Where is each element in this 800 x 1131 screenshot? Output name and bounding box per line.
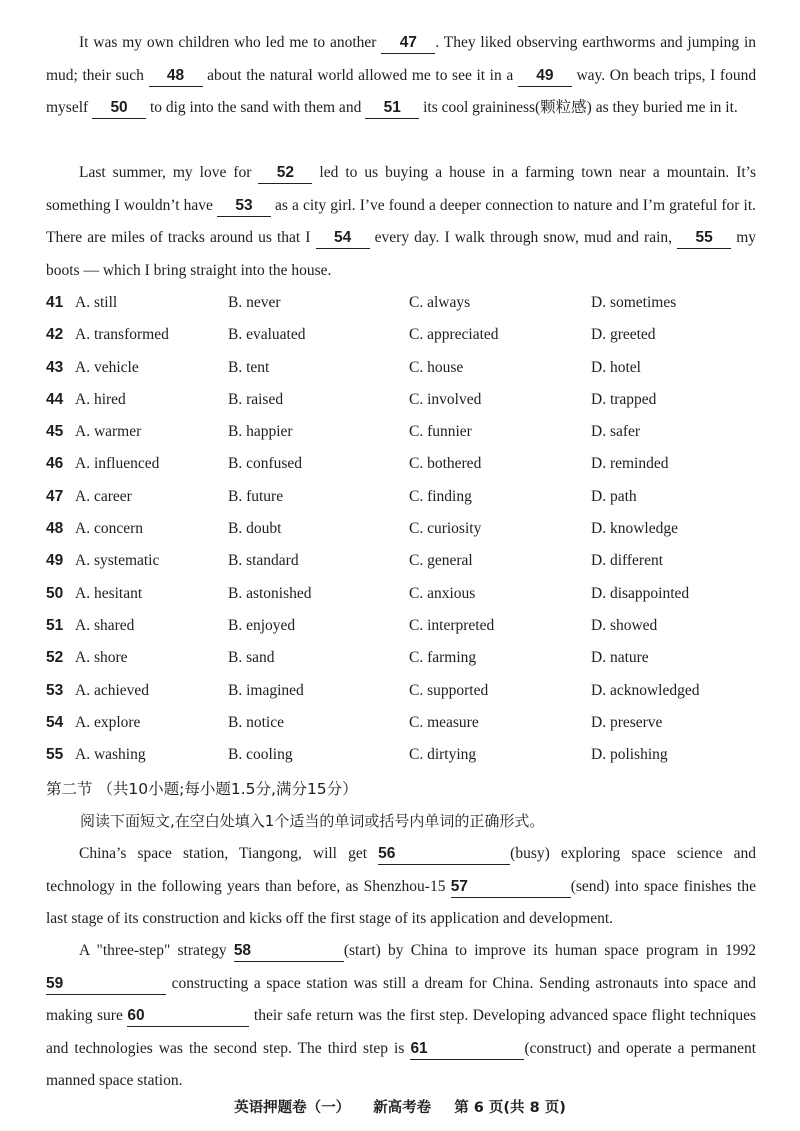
option-d[interactable]: D. path — [591, 487, 637, 505]
option-c[interactable]: C. finding — [409, 487, 472, 505]
passage-text: way. On beach trips, I found myself — [46, 66, 757, 116]
question-row — [46, 642, 766, 674]
question-number: 49 — [46, 552, 64, 570]
option-c[interactable]: C. general — [409, 552, 473, 570]
option-b[interactable]: B. standard — [228, 552, 299, 570]
option-c[interactable]: C. bothered — [409, 455, 482, 473]
option-d[interactable]: D. different — [591, 552, 664, 570]
page-number: 第 6 页(共 8 页) — [454, 1100, 566, 1116]
question-number: 50 — [46, 584, 64, 602]
option-d[interactable]: D. reminded — [591, 455, 669, 473]
option-d[interactable]: D. sometimes — [591, 294, 677, 311]
passage-paragraph-1 — [46, 27, 756, 125]
question-row — [46, 513, 766, 545]
option-c[interactable]: C. involved — [409, 390, 482, 408]
option-d[interactable]: D. polishing — [591, 746, 668, 764]
blank-61[interactable]: 61 — [410, 1039, 524, 1060]
blank-48[interactable]: 48 — [149, 66, 203, 87]
passage-text: (send) into space finishes the last stage of its construction and kicks off the first stage of its application and development. — [46, 877, 756, 927]
option-b[interactable]: B. sand — [228, 649, 275, 667]
question-row — [46, 352, 766, 384]
option-b[interactable]: B. astonished — [228, 584, 312, 602]
option-b[interactable]: B. happier — [228, 423, 293, 441]
passage-text: about the natural world allowed me to see it in a — [207, 66, 514, 84]
passage-text: constructing a space station was still a dream for China. Sending astronauts into space and making sure — [46, 974, 757, 1024]
option-c[interactable]: C. anxious — [409, 584, 476, 602]
option-a[interactable]: A. achieved — [75, 681, 150, 699]
option-d[interactable]: D. greeted — [591, 326, 656, 344]
option-d[interactable]: D. preserve — [591, 713, 663, 731]
blank-57[interactable]: 57 — [451, 877, 571, 898]
option-a[interactable]: A. concern — [75, 520, 143, 538]
blank-53[interactable]: 53 — [217, 196, 271, 217]
passage-text: A "three-step" strategy — [79, 942, 227, 959]
option-d[interactable]: D. nature — [591, 649, 649, 667]
page-footer — [0, 1096, 800, 1120]
passage-paragraph-2 — [46, 157, 756, 287]
question-number: 52 — [46, 649, 64, 667]
option-d[interactable]: D. showed — [591, 616, 658, 634]
blank-47[interactable]: 47 — [381, 33, 435, 54]
option-d[interactable]: D. disappointed — [591, 584, 690, 602]
option-c[interactable]: C. supported — [409, 681, 489, 699]
question-number: 42 — [46, 326, 64, 344]
blank-49[interactable]: 49 — [518, 66, 572, 87]
exam-title: 英语押题卷（一） — [234, 1100, 351, 1116]
option-b[interactable]: B. notice — [228, 713, 284, 731]
option-b[interactable]: B. confused — [228, 455, 303, 473]
question-row — [46, 675, 766, 707]
option-a[interactable]: A. transformed — [75, 326, 169, 344]
option-d[interactable]: D. acknowledged — [591, 681, 700, 699]
passage-text: (start) by China to improve its human space program in 1992 — [343, 942, 757, 959]
option-a[interactable]: A. hesitant — [75, 584, 143, 602]
passage-text: its cool graininess(颗粒感) as they buried me in it. — [423, 99, 738, 116]
question-number: 43 — [46, 358, 64, 376]
option-a[interactable]: A. shore — [75, 649, 128, 667]
blank-60[interactable]: 60 — [127, 1006, 249, 1027]
option-b[interactable]: B. evaluated — [228, 326, 306, 344]
option-a[interactable]: A. warmer — [75, 423, 142, 441]
question-row — [46, 287, 766, 319]
passage-text: my boots — which I bring straight into the house. — [46, 229, 757, 279]
question-number: 41 — [46, 294, 64, 311]
option-a[interactable]: A. hired — [75, 390, 126, 408]
option-b[interactable]: B. cooling — [228, 746, 293, 764]
option-b[interactable]: B. never — [228, 294, 281, 311]
blank-56[interactable]: 56 — [378, 844, 510, 865]
passage-text: every day. I walk through snow, mud and rain, — [374, 229, 673, 246]
question-row — [46, 610, 766, 642]
option-c[interactable]: C. always — [409, 294, 471, 311]
options-list — [46, 287, 766, 771]
question-row — [46, 545, 766, 577]
option-c[interactable]: C. farming — [409, 649, 477, 667]
question-row — [46, 578, 766, 610]
option-d[interactable]: D. knowledge — [591, 520, 678, 538]
option-d[interactable]: D. hotel — [591, 358, 641, 376]
option-a[interactable]: A. career — [75, 487, 132, 505]
blank-58[interactable]: 58 — [234, 941, 344, 962]
passage-text: their safe return was the first step. Developing advanced space flight techniques and technologies was the second step. The third step is — [46, 1007, 757, 1057]
blank-50[interactable]: 50 — [92, 98, 146, 119]
passage-text: . They liked observing earthworms and jumping in mud; their such — [46, 34, 756, 84]
passage-text: (construct) and operate a permanent manned space station. — [46, 1039, 757, 1089]
option-c[interactable]: C. interpreted — [409, 616, 495, 634]
option-a[interactable]: A. explore — [75, 713, 141, 731]
passage-text: Last summer, my love for — [79, 164, 252, 181]
option-b[interactable]: B. imagined — [228, 681, 304, 699]
option-b[interactable]: B. doubt — [228, 520, 282, 538]
blank-55[interactable]: 55 — [677, 228, 731, 249]
question-number: 46 — [46, 455, 64, 473]
passage-text: to dig into the sand with them and — [149, 99, 362, 116]
question-row — [46, 707, 766, 739]
option-c[interactable]: C. measure — [409, 713, 479, 731]
option-c[interactable]: C. appreciated — [409, 326, 499, 344]
section-2-paragraph-1 — [46, 838, 756, 936]
question-row — [46, 416, 766, 448]
question-row — [46, 448, 766, 480]
blank-52[interactable]: 52 — [258, 163, 312, 184]
passage-text: led to us buying a house in a farming town near a mountain. It’s something I wouldn’t have — [46, 164, 757, 214]
section-2-instruction: 阅读下面短文,在空白处填入1个适当的单词或括号内单词的正确形式。 — [80, 812, 545, 830]
question-row — [46, 384, 766, 416]
question-number: 45 — [46, 423, 64, 441]
option-b[interactable]: B. future — [228, 487, 284, 505]
passage-text: China’s space station, Tiangong, will get — [79, 845, 368, 862]
question-number: 53 — [46, 681, 64, 699]
option-a[interactable]: A. shared — [75, 616, 135, 634]
question-number: 44 — [46, 390, 64, 408]
option-a[interactable]: A. washing — [75, 746, 146, 764]
passage-text: as a city girl. I’ve found a deeper connection to nature and I’m grateful for it. There are miles of tracks around us that I — [46, 196, 757, 246]
blank-54[interactable]: 54 — [316, 228, 370, 249]
option-c[interactable]: C. funnier — [409, 423, 472, 441]
section-2-title: 第二节 （共10小题;每小题1.5分,满分15分） — [46, 780, 358, 798]
option-d[interactable]: D. safer — [591, 423, 641, 441]
option-d[interactable]: D. trapped — [591, 390, 657, 408]
option-c[interactable]: C. dirtying — [409, 746, 477, 764]
question-number: 48 — [46, 520, 64, 538]
option-c[interactable]: C. curiosity — [409, 520, 482, 538]
question-number: 51 — [46, 616, 64, 634]
option-a[interactable]: A. influenced — [75, 455, 160, 473]
option-b[interactable]: B. enjoyed — [228, 616, 296, 634]
question-row — [46, 319, 766, 351]
question-row — [46, 481, 766, 513]
option-b[interactable]: B. raised — [228, 390, 284, 408]
option-a[interactable]: A. still — [75, 294, 118, 311]
option-a[interactable]: A. systematic — [75, 552, 160, 570]
option-b[interactable]: B. tent — [228, 358, 270, 376]
blank-51[interactable]: 51 — [365, 98, 419, 119]
question-number: 55 — [46, 746, 64, 764]
passage-text: It was my own children who led me to another — [79, 34, 377, 51]
question-number: 54 — [46, 713, 64, 731]
option-c[interactable]: C. house — [409, 358, 464, 376]
exam-type: 新高考卷 — [373, 1100, 432, 1116]
section-2-paragraph-2 — [46, 935, 756, 1098]
option-a[interactable]: A. vehicle — [75, 358, 139, 376]
question-row — [46, 739, 766, 771]
blank-59[interactable]: 59 — [46, 974, 166, 995]
question-number: 47 — [46, 487, 64, 505]
passage-text: (busy) exploring space science and technology in the following years than before, as Shenzhou-15 — [46, 845, 757, 895]
